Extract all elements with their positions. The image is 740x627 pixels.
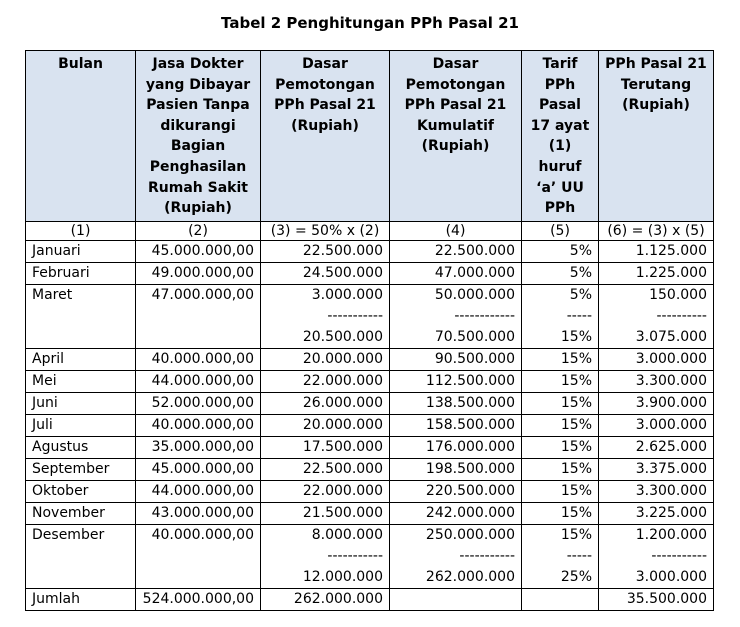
- header-dasar-pemotongan: Dasar Pemotongan PPh Pasal 21 (Rupiah): [261, 51, 390, 222]
- total-row: [26, 588, 714, 610]
- cumulative-cell: 138.500.000: [390, 392, 522, 414]
- index-cell: (6) = (3) x (5): [599, 221, 714, 240]
- cumulative-cell: 47.000.000: [390, 262, 522, 284]
- tax-part-1: 150.000: [649, 286, 707, 303]
- fee-cell: 40.000.000,00: [136, 414, 261, 436]
- tax-cell: [599, 284, 714, 348]
- rate-cell: [522, 524, 599, 588]
- tax-part-2: 3.000.000: [635, 568, 707, 585]
- cumulative-cell: 176.000.000: [390, 436, 522, 458]
- index-cell: (1): [26, 221, 136, 240]
- rate-cell: 5%: [522, 240, 599, 262]
- header-tarif: Tarif PPh Pasal 17 ayat (1) huruf ‘a’ UU PPh: [522, 51, 599, 222]
- empty-cell: [522, 588, 599, 610]
- cumulative-part-1: 50.000.000: [434, 286, 515, 303]
- header-jasa-dokter: Jasa Dokter yang Dibayar Pasien Tanpa dikurangi Bagian Penghasilan Rumah Sakit (Rupiah): [136, 51, 261, 222]
- cumulative-part-2: 262.000.000: [425, 568, 515, 585]
- month-cell: Januari: [26, 240, 136, 262]
- table-row: [26, 524, 714, 588]
- cumulative-cell: [390, 284, 522, 348]
- month-cell: Juni: [26, 392, 136, 414]
- cumulative-cell: 90.500.000: [390, 348, 522, 370]
- index-cell: (2): [136, 221, 261, 240]
- fee-cell: 35.000.000,00: [136, 436, 261, 458]
- column-index-row: [26, 221, 714, 240]
- cumulative-cell: 220.500.000: [390, 480, 522, 502]
- fee-cell: 47.000.000,00: [136, 284, 261, 348]
- base-cell: 21.500.000: [261, 502, 390, 524]
- table-row: [26, 414, 714, 436]
- base-cell: [261, 524, 390, 588]
- cumulative-cell: 22.500.000: [390, 240, 522, 262]
- separator-line: ------------: [454, 307, 515, 324]
- month-cell: Oktober: [26, 480, 136, 502]
- base-part-2: 12.000.000: [302, 568, 383, 585]
- separator-line: ----------: [656, 307, 707, 324]
- tax-cell: 3.225.000: [599, 502, 714, 524]
- month-cell: Mei: [26, 370, 136, 392]
- total-tax: 35.500.000: [599, 588, 714, 610]
- base-cell: 17.500.000: [261, 436, 390, 458]
- rate-cell: 15%: [522, 348, 599, 370]
- tax-cell: 3.900.000: [599, 392, 714, 414]
- month-cell: April: [26, 348, 136, 370]
- header-bulan: Bulan: [26, 51, 136, 222]
- fee-cell: 40.000.000,00: [136, 348, 261, 370]
- rate-cell: [522, 284, 599, 348]
- fee-cell: 40.000.000,00: [136, 524, 261, 588]
- cumulative-cell: [390, 524, 522, 588]
- tax-cell: 2.625.000: [599, 436, 714, 458]
- rate-cell: 15%: [522, 458, 599, 480]
- separator-line: -----: [566, 307, 592, 324]
- total-base: 262.000.000: [261, 588, 390, 610]
- month-cell: Juli: [26, 414, 136, 436]
- base-cell: 22.000.000: [261, 370, 390, 392]
- table-row: [26, 436, 714, 458]
- empty-cell: [390, 588, 522, 610]
- tax-cell: 3.000.000: [599, 348, 714, 370]
- base-part-2: 20.500.000: [302, 328, 383, 345]
- tax-cell: 3.375.000: [599, 458, 714, 480]
- rate-part-2: 15%: [560, 328, 592, 345]
- tax-part-2: 3.075.000: [635, 328, 707, 345]
- tax-cell: 3.000.000: [599, 414, 714, 436]
- rate-cell: 15%: [522, 480, 599, 502]
- rate-cell: 5%: [522, 262, 599, 284]
- fee-cell: 43.000.000,00: [136, 502, 261, 524]
- month-cell: Februari: [26, 262, 136, 284]
- separator-line: -----: [566, 547, 592, 564]
- separator-line: -----------: [327, 547, 383, 564]
- table-row: [26, 284, 714, 348]
- cumulative-cell: 242.000.000: [390, 502, 522, 524]
- fee-cell: 45.000.000,00: [136, 458, 261, 480]
- table-row: [26, 502, 714, 524]
- header-dasar-kumulatif: Dasar Pemotongan PPh Pasal 21 Kumulatif (Rupiah): [390, 51, 522, 222]
- table-title: Tabel 2 Penghitungan PPh Pasal 21: [221, 14, 519, 32]
- month-cell: September: [26, 458, 136, 480]
- fee-cell: 52.000.000,00: [136, 392, 261, 414]
- base-cell: 20.000.000: [261, 414, 390, 436]
- index-cell: (3) = 50% x (2): [261, 221, 390, 240]
- table-row: [26, 262, 714, 284]
- month-cell: Maret: [26, 284, 136, 348]
- base-cell: 24.500.000: [261, 262, 390, 284]
- fee-cell: 44.000.000,00: [136, 480, 261, 502]
- table-row: [26, 458, 714, 480]
- tax-cell: 1.125.000: [599, 240, 714, 262]
- table-row: [26, 480, 714, 502]
- table-row: [26, 370, 714, 392]
- tax-cell: 1.225.000: [599, 262, 714, 284]
- table-row: [26, 348, 714, 370]
- fee-cell: 49.000.000,00: [136, 262, 261, 284]
- header-row: [26, 51, 714, 222]
- rate-cell: 15%: [522, 502, 599, 524]
- rate-cell: 15%: [522, 436, 599, 458]
- cumulative-cell: 158.500.000: [390, 414, 522, 436]
- index-cell: (4): [390, 221, 522, 240]
- base-cell: 22.500.000: [261, 240, 390, 262]
- month-cell: Desember: [26, 524, 136, 588]
- rate-part-1: 5%: [569, 286, 592, 303]
- base-cell: 22.000.000: [261, 480, 390, 502]
- rate-part-2: 25%: [560, 568, 592, 585]
- month-cell: Agustus: [26, 436, 136, 458]
- rate-cell: 15%: [522, 414, 599, 436]
- tax-part-1: 1.200.000: [635, 526, 707, 543]
- base-cell: 26.000.000: [261, 392, 390, 414]
- rate-cell: 15%: [522, 370, 599, 392]
- month-cell: November: [26, 502, 136, 524]
- cumulative-part-2: 70.500.000: [434, 328, 515, 345]
- tax-cell: 3.300.000: [599, 370, 714, 392]
- index-cell: (5): [522, 221, 599, 240]
- separator-line: -----------: [459, 547, 515, 564]
- table-row: [26, 240, 714, 262]
- cumulative-cell: 198.500.000: [390, 458, 522, 480]
- base-cell: 20.000.000: [261, 348, 390, 370]
- tax-cell: [599, 524, 714, 588]
- fee-cell: 44.000.000,00: [136, 370, 261, 392]
- base-cell: 22.500.000: [261, 458, 390, 480]
- cumulative-part-1: 250.000.000: [425, 526, 515, 543]
- rate-part-1: 15%: [560, 526, 592, 543]
- table-row: [26, 392, 714, 414]
- tax-cell: 3.300.000: [599, 480, 714, 502]
- tax-table: [25, 50, 714, 611]
- fee-cell: 45.000.000,00: [136, 240, 261, 262]
- total-label: Jumlah: [26, 588, 136, 610]
- separator-line: -----------: [651, 547, 707, 564]
- base-cell: [261, 284, 390, 348]
- base-part-1: 8.000.000: [311, 526, 383, 543]
- rate-cell: 15%: [522, 392, 599, 414]
- base-part-1: 3.000.000: [311, 286, 383, 303]
- total-fee: 524.000.000,00: [136, 588, 261, 610]
- cumulative-cell: 112.500.000: [390, 370, 522, 392]
- separator-line: -----------: [327, 307, 383, 324]
- header-pph-terutang: PPh Pasal 21 Terutang (Rupiah): [599, 51, 714, 222]
